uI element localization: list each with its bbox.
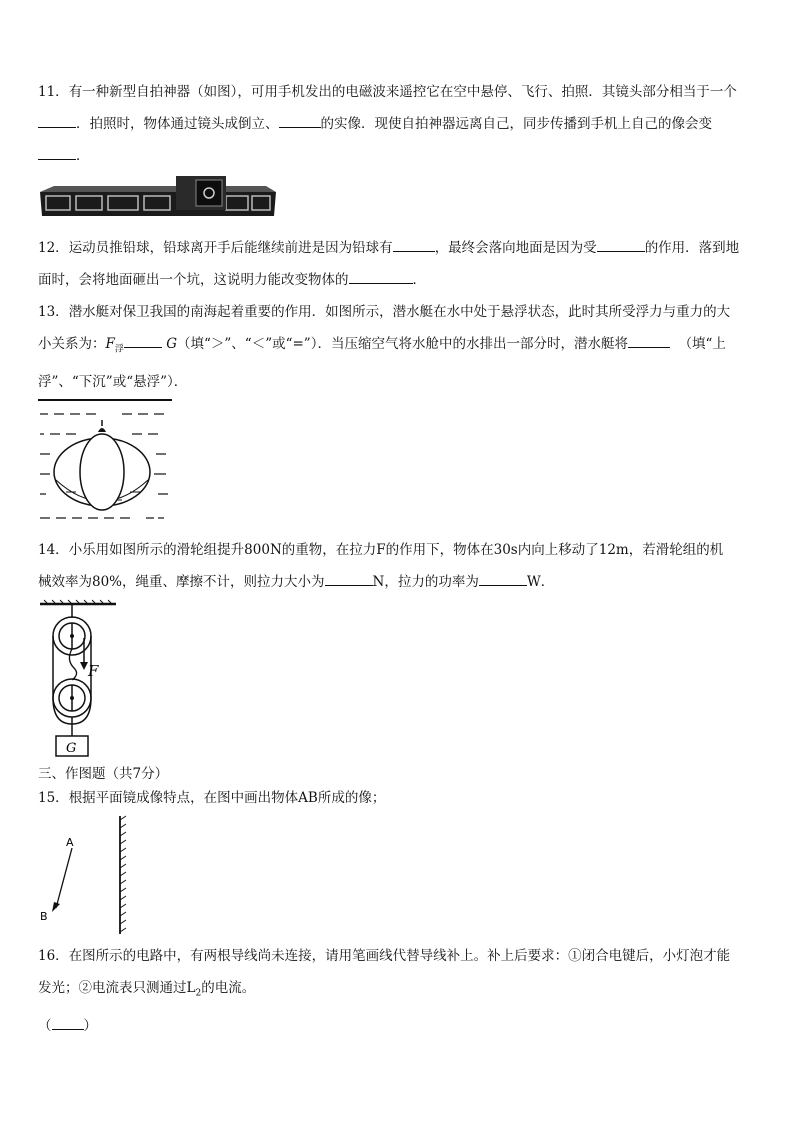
question-11: 11．有一种新型自拍神器（如图），可用手机发出的电磁波来遥控它在空中悬停、飞行、拍照．其镜头部分相当于一个 ．拍照时，物体通过镜头成倒立、 的实像．现使自拍神器远离自己，同步传播到手机上自己的像会变 ．: [38, 84, 737, 164]
q12-blank-2[interactable]: [597, 235, 645, 252]
question-16: 16．在图所示的电路中，有两根导线尚未连接，请用笔画线代替导线补上。补上后要求：①闭合电键后，小灯泡才能 发光；②电流表只测通过$L_2$的电流。 （ ）: [38, 948, 731, 1034]
pulley-force-label: F: [88, 662, 99, 680]
q14-number: 14．: [38, 542, 69, 558]
q16-answer-blank[interactable]: [52, 1013, 84, 1030]
q11-number: 11．: [38, 84, 69, 100]
submarine-figure: [36, 396, 176, 526]
q14-blank-1[interactable]: [325, 569, 373, 586]
q13-blank-2[interactable]: [628, 331, 670, 348]
plane-mirror-figure: [36, 812, 136, 938]
mirror-label-b: B: [40, 910, 48, 923]
question-14: 14．小乐用如图所示的滑轮组提升800N的重物，在拉力F的作用下，物体在30s内向上移动了12m，若滑轮组的机 械效率为80%，绳重、摩擦不计，则拉力大小为 N，拉力的功率为 W．: [38, 542, 724, 590]
q13-blank-1[interactable]: [124, 331, 162, 348]
question-12: 12．运动员推铅球，铅球离开手后能继续前进是因为铅球有 ，最终会落向地面是因为受 的作用．落到地 面时，会将地面砸出一个坑，这说明力能改变物体的 ．: [38, 232, 758, 296]
q11-blank-3[interactable]: [38, 143, 76, 160]
q12-number: 12．: [38, 240, 69, 256]
pulley-weight-label: G: [66, 741, 77, 756]
pulley-system-figure: [36, 598, 156, 760]
selfie-drone-figure: [36, 176, 280, 220]
q12-blank-3[interactable]: [349, 267, 413, 284]
question-15: 15．根据平面镜成像特点，在图中画出物体AB所成的像；: [38, 790, 386, 806]
q16-number: 16．: [38, 948, 69, 964]
question-13: 13．潜水艇对保卫我国的南海起着重要的作用．如图所示，潜水艇在水中处于悬浮状态，此时其所受浮力与重力的大 小关系为：$F_浮$ G（填“＞”、“＜”或“=”）．当压缩空气将水舱中的水排出一部分时，潜水艇将 （填“上 浮”、“下沉”或“悬浮”）．: [38, 304, 731, 390]
q11-blank-2[interactable]: [279, 111, 321, 128]
q15-number: 15．: [38, 790, 69, 806]
q11-blank-1[interactable]: [38, 111, 76, 128]
q14-blank-2[interactable]: [479, 569, 527, 586]
mirror-label-a: A: [66, 836, 74, 849]
q13-number: 13．: [38, 304, 69, 320]
section-3-heading: 三、作图题（共7分）: [38, 766, 169, 782]
q12-blank-1[interactable]: [393, 235, 435, 252]
